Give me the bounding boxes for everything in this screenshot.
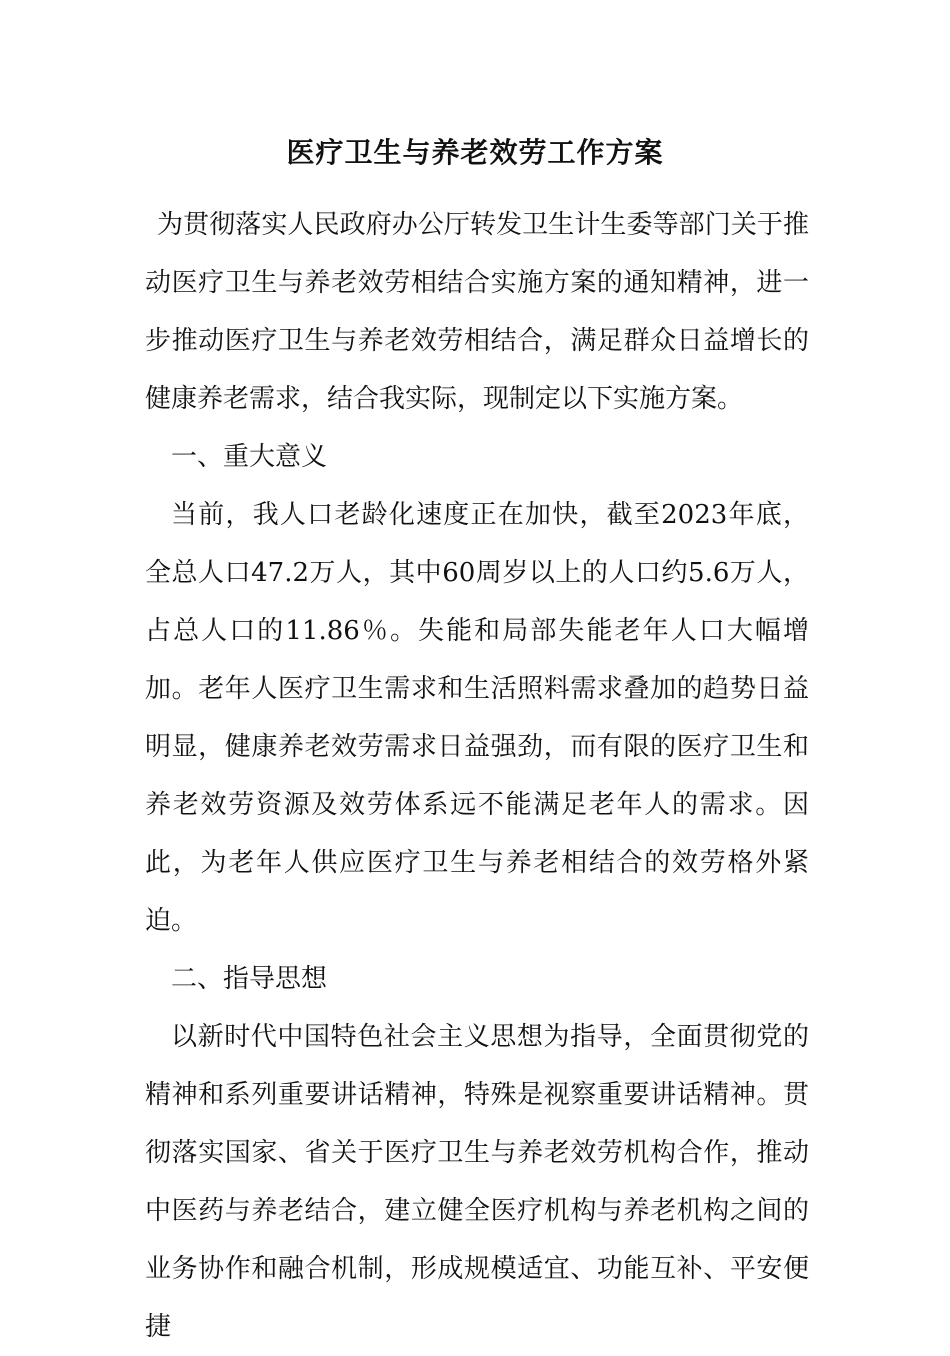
section-heading-guiding-ideology: 二、指导思想 (171, 964, 328, 994)
document-title: 医疗卫生与养老效劳工作方案 (286, 136, 664, 169)
guiding-ideology-paragraph: 以新时代中国特色社会主义思想为指导，全面贯彻党的精神和系列重要讲话精神，特殊是视察重要讲话精神。贯彻落实国家、省关于医疗卫生与养老效劳机构合作，推动中医药与养老结合，建立健全医疗机构与养老机构之间的业务协作和融合机制，形成规模适宜、功能互补、平安便捷 (145, 1022, 809, 1342)
document-body (145, 196, 809, 1356)
section-heading-significance: 一、重大意义 (171, 442, 328, 472)
intro-paragraph: 为贯彻落实人民政府办公厅转发卫生计生委等部门关于推动医疗卫生与养老效劳相结合实施方案的通知精神，进一步推动医疗卫生与养老效劳相结合，满足群众日益增长的健康养老需求，结合我实际，现制定以下实施方案。 (145, 210, 809, 414)
significance-paragraph: 当前，我人口老龄化速度正在加快，截至2023年底，全总人口47.2万人，其中60周岁以上的人口约5.6万人，占总人口的11.86％。失能和局部失能老年人口大幅增加。老年人医疗卫生需求和生活照料需求叠加的趋势日益明显，健康养老效劳需求日益强劲，而有限的医疗卫生和养老效劳资源及效劳体系远不能满足老年人的需求。因此，为老年人供应医疗卫生与养老相结合的效劳格外紧迫。 (145, 500, 809, 936)
